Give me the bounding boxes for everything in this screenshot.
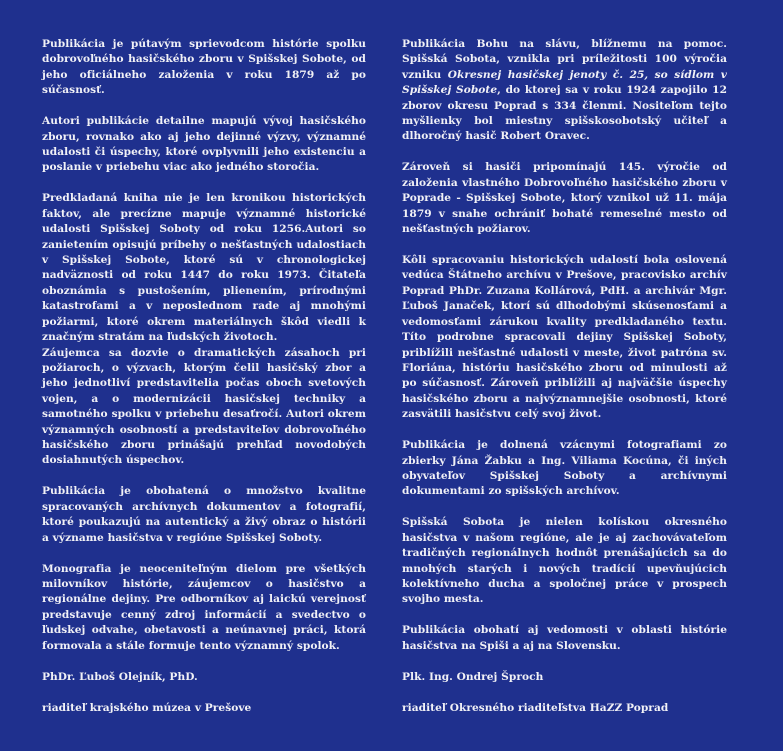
paragraph: Publikácia obohatí aj vedomosti v oblasti histórie hasičstva na Spiši a aj na Slovensku. — [402, 624, 727, 652]
paragraph: Autori publikácie detailne mapujú vývoj hasičského zboru, rovnako ako aj jeho dejinné výzvy, významné udalosti či úspechy, ktoré ovplyvnili jeho existenciu a poslanie v priebehu viac ako jedného storočia. — [42, 115, 366, 174]
paragraph: Publikácia je pútavým sprievodcom histórie spolku dobrovoľného hasičského zboru v Spišskej Sobote, od jeho oficiálneho založenia v roku 1879 až po súčasnosť. — [42, 38, 366, 97]
paragraph: Záujemca sa dozvie o dramatických zásahoch pri požiaroch, o výzvach, ktorým čelil hasičský zbor a jeho jednotliví predstavitelia počas oboch svetových vojen, a o modernizácii hasičskej techniky a samotného spolku v priebehu desaťročí. Autori okrem významných osobností a predstaviteľov dobrovoľného hasičského zboru prinášajú prehľad novodobých dosiahnutých úspechov. — [42, 346, 366, 467]
paragraph: Spišská Sobota je nielen kolískou okresného hasičstva v našom regióne, ale je aj zachovávateľom tradičných regionálnych hodnôt prenášajúcich sa do mnohých starých i nových tradícií upevňujúcich kolektívneho ducha a spoločnej práce v prospech svojho mesta. — [402, 516, 727, 606]
paragraph: Monografia je neoceniteľným dielom pre všetkých milovníkov histórie, záujemcov o hasičstvo a regionálne dejiny. Pre odborníkov aj laickú verejnosť predstavuje cenný zdroj informácií a svedectvo o ľudskej odvahe, obetavosti a neúnavnej práci, ktorá formovala a stále formuje tento významný spolok. — [42, 562, 366, 652]
signature-name: Plk. Ing. Ondrej Šproch — [402, 670, 544, 683]
italic-organization-name: Okresnej hasičskej jenoty č. 25, so sídlom v Spišskej Sobote — [402, 68, 727, 97]
signature-title: riaditeľ Okresného riaditeľstva HaZZ Poprad — [402, 701, 669, 714]
paragraph-text: , do ktorej sa v roku 1924 zapojilo 12 zborov okresu Poprad s 334 členmi. Nositeľom tejto myšlienky bol miestny spišskosobotský učiteľ a dlhoročný hasič Robert Oravec. — [402, 84, 727, 143]
signature-title: riaditeľ krajského múzea v Prešove — [42, 701, 252, 714]
left-text-column — [42, 37, 366, 732]
paragraph: Kôli spracovaniu historických udalostí bola oslovená vedúca Štátneho archívu v Prešove, pracovisko archív Poprad PhDr. Zuzana Kollárová, PdH. a archivár Mgr. Ľuboš Janaček, ktorí sú dlhodobými skúsenosťami a vedomosťami zárukou kvality predkladaného textu. Títo podrobne spracovali dejiny Spišskej Soboty, priblížili nešťastné udalosti v meste, život patróna sv. Floriána, históriu hasičského zboru od minulosti až po súčasnosť. Zároveň priblížili aj najväčšie úspechy hasičského zboru a najvýznamnejšie osobnosti, ktoré zasvätili hasičstvu celý svoj život. — [402, 254, 727, 421]
paragraph-text: Publikácia Bohu na slávu, blížnemu na pomoc. Spišská Sobota, vznikla pri príležitosti 100 výročia vzniku — [402, 38, 727, 81]
signature-name: PhDr. Ľuboš Olejník, PhD. — [42, 670, 198, 683]
paragraph: Publikácia je obohatená o množstvo kvalitne spracovaných archívnych dokumentov a fotografií, ktoré poukazujú na autentický a živý obraz o histórii a význame hasičstva v regióne Spišskej Soboty. — [42, 485, 366, 544]
paragraph — [402, 37, 727, 145]
right-text-column — [402, 37, 727, 732]
paragraph: Zároveň si hasiči pripomínajú 145. výročie od založenia vlastného Dobrovoľného hasičského zboru v Poprade - Spišskej Sobote, ktorý vznikol už 11. mája 1879 v snahe ochrániť bohaté remeselné mesto od nešťastných požiarov. — [402, 161, 727, 236]
paragraph: Publikácia je dolnená vzácnymi fotografiami zo zbierky Jána Žabku a Ing. Viliama Kocúna, či iných obyvateľov Spišskej Soboty a archívnymi dokumentami zo spišských archívov. — [402, 439, 727, 498]
paragraph: Predkladaná kniha nie je len kronikou historických faktov, ale precízne mapuje významné historické udalosti Spišskej Soboty od roku 1256.Autori so zanietením opisujú príbehy o nešťastných udalostiach v Spišskej Sobote, ktoré sú v chronologickej nadväznosti od roku 1447 do roku 1973. Čitateľa oboznámia s pustošením, plienením, prírodnými katastrofami a v neposlednom rade aj mnohými požiarmi, ktoré okrem materiálnych škôd viedli k značným stratám na ľudských životoch. — [42, 192, 366, 344]
